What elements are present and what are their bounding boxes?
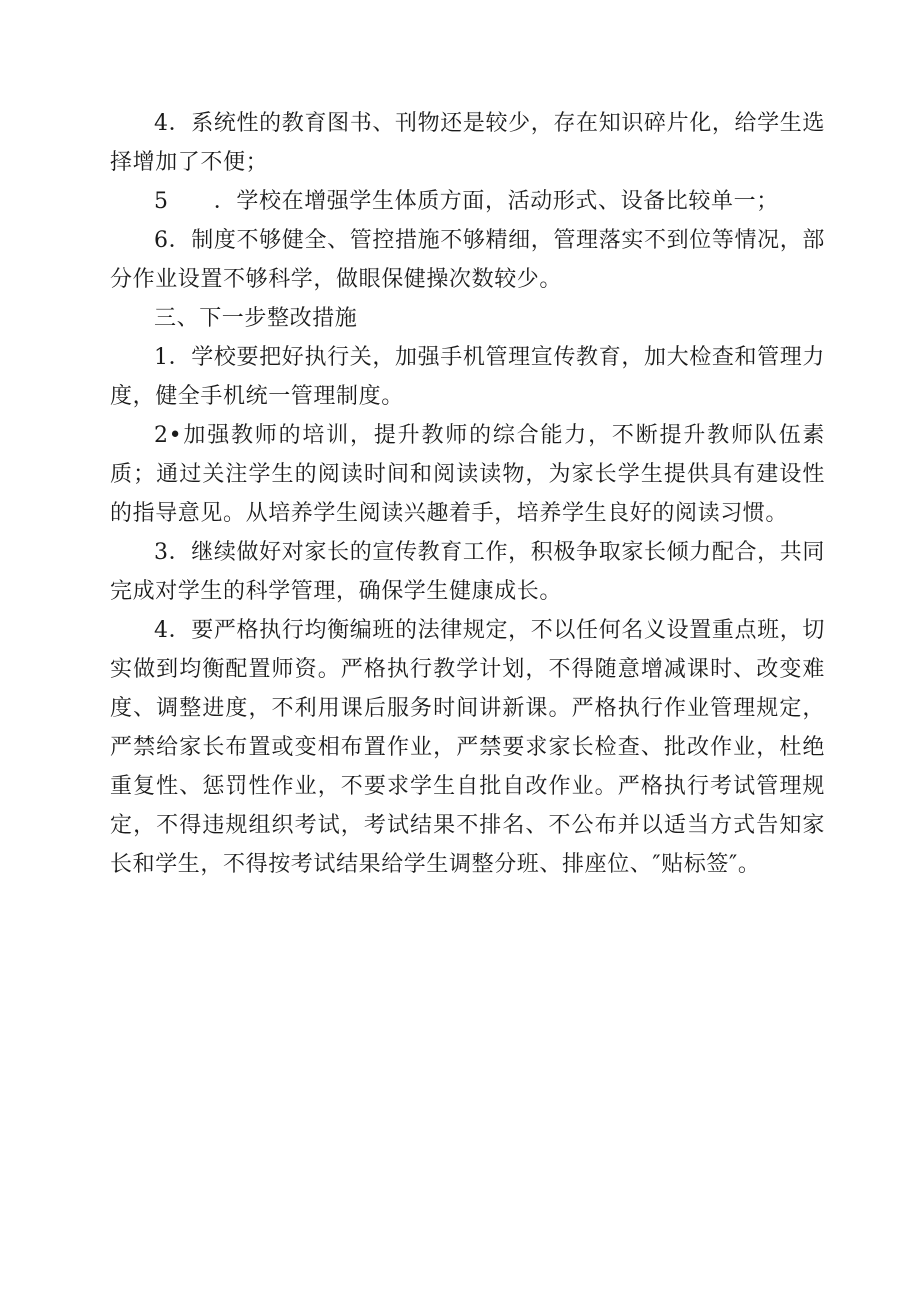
problem-item-5: 5 ．学校在增强学生体质方面，活动形式、设备比较单一； (154, 189, 779, 214)
measure-item-2: 2•加强教师的培训，提升教师的综合能力，不断提升教师队伍素质；通过关注学生的阅读时间和阅读读物，为家长学生提供具有建设性的指导意见。从培养学生阅读兴趣着手，培养学生良好的阅读习惯。 (110, 423, 825, 526)
measure-item-3: 3．继续做好对家长的宣传教育工作，积极争取家长倾力配合，共同完成对学生的科学管理，确保学生健康成长。 (110, 540, 825, 604)
problem-item-4: 4．系统性的教育图书、刊物还是较少，存在知识碎片化，给学生选择增加了不便； (110, 111, 825, 175)
document-body (110, 104, 825, 884)
measure-item-1: 1．学校要把好执行关，加强手机管理宣传教育，加大检查和管理力度，健全手机统一管理制度。 (110, 345, 825, 409)
problem-item-6: 6．制度不够健全、管控措施不够精细，管理落实不到位等情况，部分作业设置不够科学，做眼保健操次数较少。 (110, 228, 825, 292)
section-heading: 三、下一步整改措施 (154, 306, 358, 331)
measure-item-4: 4．要严格执行均衡编班的法律规定，不以任何名义设置重点班，切实做到均衡配置师资。严格执行教学计划，不得随意增减课时、改变难度、调整进度，不利用课后服务时间讲新课。严格执行作业管理规定，严禁给家长布置或变相布置作业，严禁要求家长检查、批改作业，杜绝重复性、惩罚性作业，不要求学生自批自改作业。严格执行考试管理规定，不得违规组织考试，考试结果不排名、不公布并以适当方式告知家长和学生，不得按考试结果给学生调整分班、排座位、″贴标签″。 (110, 618, 825, 877)
